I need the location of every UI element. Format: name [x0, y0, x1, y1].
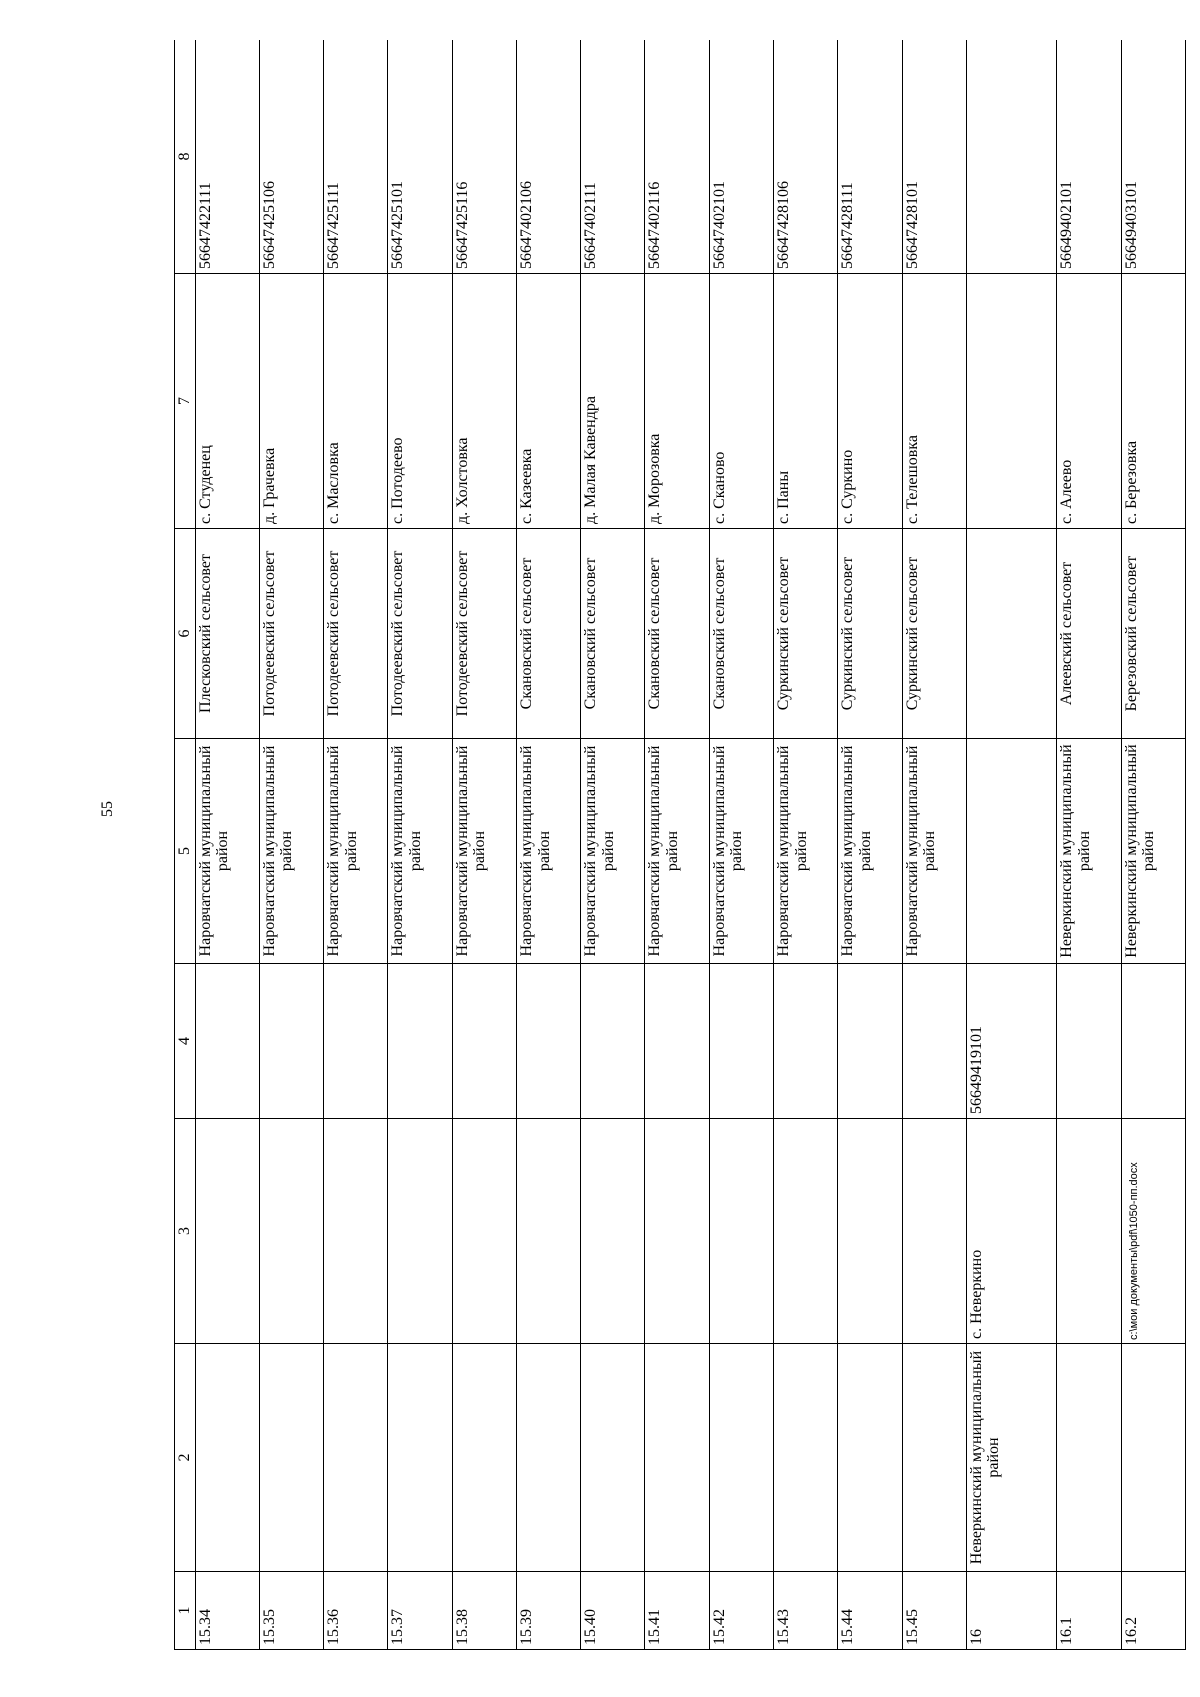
table-cell-col-7: д. Грачевка [259, 274, 323, 529]
table-cell-col-1: 15.40 [581, 1572, 645, 1650]
table-cell-col-8: 56647402106 [516, 40, 580, 274]
table-cell-col-7: с. Потодеево [388, 274, 452, 529]
table-cell-col-1: 15.35 [259, 1572, 323, 1650]
table-cell-col-4: 56649419101 [966, 964, 1056, 1119]
table-cell-col-7: с. Алеево [1057, 274, 1121, 529]
column-header-7: 7 [175, 274, 196, 529]
table-cell-col-1: 15.45 [902, 1572, 966, 1650]
table-cell-col-2 [195, 1344, 259, 1572]
table-cell-col-6: Березовский сельсовет [1121, 529, 1185, 739]
table-row [709, 40, 773, 1650]
table-cell-col-6 [966, 529, 1056, 739]
table-row [581, 40, 645, 1650]
page-number: 55 [99, 801, 116, 817]
table-cell-col-6: Суркинский сельсовет [902, 529, 966, 739]
table-cell-col-8: 56649402101 [1057, 40, 1121, 274]
table-cell-col-5: Наровчатский муниципальный район [902, 739, 966, 964]
table-cell-col-7: д. Холстовка [452, 274, 516, 529]
table-cell-col-1: 16.1 [1057, 1572, 1121, 1650]
table-cell-col-5: Наровчатский муниципальный район [581, 739, 645, 964]
table-cell-col-1: 15.42 [709, 1572, 773, 1650]
table-cell-col-3 [388, 1119, 452, 1344]
table-cell-col-6: Потодеевский сельсовет [259, 529, 323, 739]
table-cell-col-3 [1057, 1119, 1121, 1344]
table-cell-col-7: с. Суркино [838, 274, 902, 529]
table-cell-col-5: Наровчатский муниципальный район [195, 739, 259, 964]
table-cell-col-8: 56649403101 [1121, 40, 1185, 274]
table-cell-col-4 [581, 964, 645, 1119]
column-header-4: 4 [175, 964, 196, 1119]
table-body [195, 40, 1185, 1650]
table-cell-col-8: 56647428111 [838, 40, 902, 274]
column-header-1: 1 [175, 1572, 196, 1650]
table-cell-col-1: 15.36 [324, 1572, 388, 1650]
table-cell-col-1: 15.37 [388, 1572, 452, 1650]
table-cell-col-1: 15.38 [452, 1572, 516, 1650]
table-cell-col-6: Скановский сельсовет [581, 529, 645, 739]
table-row [195, 40, 259, 1650]
table-cell-col-4 [902, 964, 966, 1119]
table-cell-col-3 [581, 1119, 645, 1344]
table-header-row [175, 40, 196, 1650]
table-cell-col-5: Наровчатский муниципальный район [388, 739, 452, 964]
table-cell-col-4 [324, 964, 388, 1119]
table-cell-col-7: с. Сканово [709, 274, 773, 529]
table-cell-col-4 [773, 964, 837, 1119]
column-header-8: 8 [175, 40, 196, 274]
table-cell-col-6: Плесковский сельсовет [195, 529, 259, 739]
table-cell-col-5: Наровчатский муниципальный район [452, 739, 516, 964]
table-cell-col-2 [709, 1344, 773, 1572]
table-cell-col-6: Скановский сельсовет [645, 529, 709, 739]
table-cell-col-7: д. Малая Кавендра [581, 274, 645, 529]
table-cell-col-6: Потодеевский сельсовет [388, 529, 452, 739]
column-header-5: 5 [175, 739, 196, 964]
table-row [838, 40, 902, 1650]
table-cell-col-5: Наровчатский муниципальный район [838, 739, 902, 964]
table-cell-col-7: с. Березовка [1121, 274, 1185, 529]
table-row [966, 40, 1056, 1650]
table-cell-col-8: 56647425101 [388, 40, 452, 274]
table-cell-col-4 [516, 964, 580, 1119]
table-cell-col-6: Скановский сельсовет [709, 529, 773, 739]
table-cell-col-7: с. Казеевка [516, 274, 580, 529]
table-row [259, 40, 323, 1650]
table-cell-col-5: Неверкинский муниципальный район [1121, 739, 1185, 964]
table-row [388, 40, 452, 1650]
table-cell-col-5 [966, 739, 1056, 964]
table-cell-col-1: 15.34 [195, 1572, 259, 1650]
table-cell-col-5: Наровчатский муниципальный район [645, 739, 709, 964]
table-cell-col-2 [324, 1344, 388, 1572]
table-row [516, 40, 580, 1650]
table-cell-col-2 [259, 1344, 323, 1572]
table-cell-col-4 [452, 964, 516, 1119]
table-cell-col-2 [388, 1344, 452, 1572]
table-cell-col-3 [516, 1119, 580, 1344]
table-cell-col-7: с. Паны [773, 274, 837, 529]
table-cell-col-3 [452, 1119, 516, 1344]
table-cell-col-2 [1057, 1344, 1121, 1572]
table-cell-col-5: Наровчатский муниципальный район [709, 739, 773, 964]
table-cell-col-2 [773, 1344, 837, 1572]
table-cell-col-5: Наровчатский муниципальный район [516, 739, 580, 964]
table-cell-col-8: 56647425111 [324, 40, 388, 274]
table-cell-col-3 [773, 1119, 837, 1344]
table-cell-col-6: Потодеевский сельсовет [324, 529, 388, 739]
table-cell-col-8: 56647402101 [709, 40, 773, 274]
table-cell-col-3 [324, 1119, 388, 1344]
table-row [1057, 40, 1121, 1650]
table-cell-col-1: 15.44 [838, 1572, 902, 1650]
table-cell-col-3 [902, 1119, 966, 1344]
table-cell-col-2 [1121, 1344, 1185, 1572]
table-cell-col-1: 16.2 [1121, 1572, 1185, 1650]
column-header-6: 6 [175, 529, 196, 739]
table-cell-col-1: 15.41 [645, 1572, 709, 1650]
table-row [1121, 40, 1185, 1650]
table-cell-col-7: с. Студенец [195, 274, 259, 529]
table-cell-col-6: Суркинский сельсовет [773, 529, 837, 739]
table-cell-col-8: 56647425106 [259, 40, 323, 274]
table-cell-col-4 [259, 964, 323, 1119]
table-cell-col-2: Неверкинский муниципальный район [966, 1344, 1056, 1572]
table-cell-col-5: Наровчатский муниципальный район [773, 739, 837, 964]
table-cell-col-2 [838, 1344, 902, 1572]
table-cell-col-8 [966, 40, 1056, 274]
table-cell-col-5: Наровчатский муниципальный район [259, 739, 323, 964]
table-cell-col-3: с. Неверкино [966, 1119, 1056, 1344]
table-cell-col-7: д. Морозовка [645, 274, 709, 529]
footer-file-path: c:\мои документы\pdf\1050-пп.docx [1128, 1162, 1140, 1340]
table-cell-col-4 [709, 964, 773, 1119]
table-cell-col-7 [966, 274, 1056, 529]
table-cell-col-2 [581, 1344, 645, 1572]
table-row [902, 40, 966, 1650]
table-cell-col-5: Наровчатский муниципальный район [324, 739, 388, 964]
table-cell-col-1: 15.39 [516, 1572, 580, 1650]
column-header-2: 2 [175, 1344, 196, 1572]
table-cell-col-8: 56647428106 [773, 40, 837, 274]
table-cell-col-6: Алеевский сельсовет [1057, 529, 1121, 739]
table-row [452, 40, 516, 1650]
table-cell-col-3 [1121, 1119, 1185, 1344]
table-row [324, 40, 388, 1650]
table-cell-col-4 [838, 964, 902, 1119]
table-cell-col-1: 16 [966, 1572, 1056, 1650]
table-cell-col-8: 56647402116 [645, 40, 709, 274]
table-cell-col-4 [1057, 964, 1121, 1119]
table-cell-col-2 [645, 1344, 709, 1572]
table-container [174, 40, 1186, 1650]
table-cell-col-2 [902, 1344, 966, 1572]
column-header-3: 3 [175, 1119, 196, 1344]
table-cell-col-3 [645, 1119, 709, 1344]
table-cell-col-8: 56647422111 [195, 40, 259, 274]
table-cell-col-1: 15.43 [773, 1572, 837, 1650]
table-cell-col-8: 56647425116 [452, 40, 516, 274]
table-cell-col-6: Потодеевский сельсовет [452, 529, 516, 739]
table-cell-col-2 [452, 1344, 516, 1572]
table-cell-col-8: 56647428101 [902, 40, 966, 274]
rotated-table-frame [174, 40, 1186, 1650]
table-cell-col-3 [195, 1119, 259, 1344]
table-row [773, 40, 837, 1650]
table-cell-col-4 [645, 964, 709, 1119]
table-cell-col-4 [1121, 964, 1185, 1119]
table-cell-col-3 [709, 1119, 773, 1344]
table-cell-col-6: Скановский сельсовет [516, 529, 580, 739]
table-cell-col-7: с. Масловка [324, 274, 388, 529]
table-cell-col-4 [388, 964, 452, 1119]
table-row [645, 40, 709, 1650]
table-cell-col-2 [516, 1344, 580, 1572]
table-cell-col-6: Суркинский сельсовет [838, 529, 902, 739]
settlements-table [174, 40, 1186, 1650]
table-cell-col-3 [838, 1119, 902, 1344]
table-cell-col-3 [259, 1119, 323, 1344]
table-cell-col-4 [195, 964, 259, 1119]
table-cell-col-7: с. Телешовка [902, 274, 966, 529]
table-cell-col-5: Неверкинский муниципальный район [1057, 739, 1121, 964]
table-cell-col-8: 56647402111 [581, 40, 645, 274]
